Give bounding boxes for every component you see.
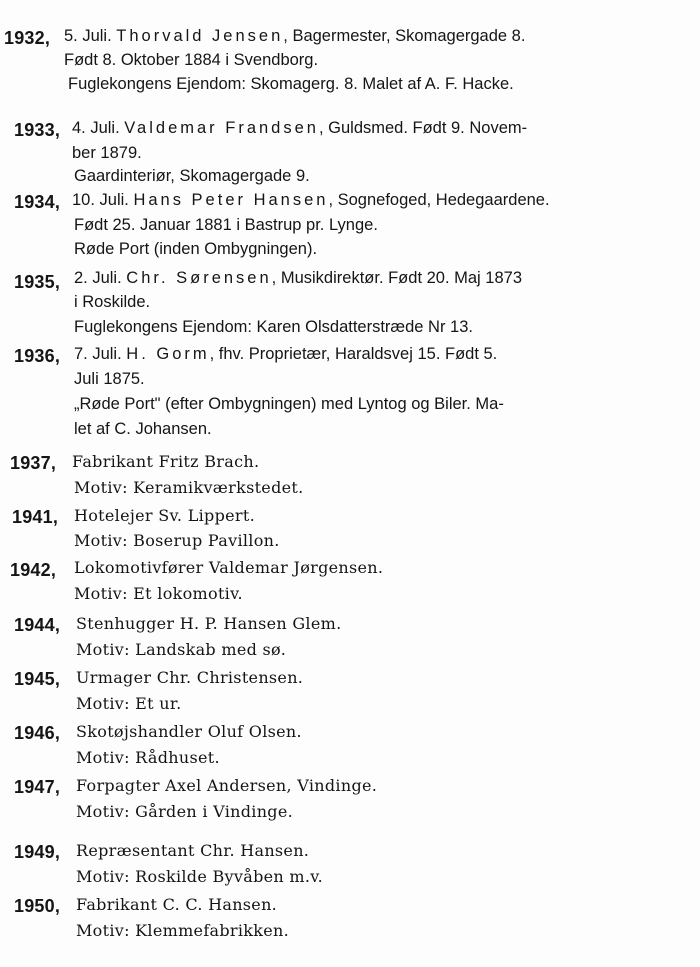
entry-line: Motiv: Roskilde Byvåben m.v. — [76, 867, 324, 886]
entry-year: 1941, — [12, 507, 59, 527]
entry-line: ber 1879. — [72, 144, 142, 162]
entry-line: Repræsentant Chr. Hansen. — [76, 841, 310, 860]
entry-line: Forpagter Axel Andersen, Vindinge. — [76, 776, 378, 795]
entry-line: 4. Juli. Valdemar Frandsen, Guldsmed. Født 9. Novem- — [72, 119, 528, 137]
entry-year: 1933, — [14, 120, 61, 140]
entry-line: Motiv: Keramikværkstedet. — [74, 478, 304, 497]
entry-line: Motiv: Landskab med sø. — [76, 640, 287, 659]
entry-year: 1935, — [14, 272, 61, 292]
entry-line: Lokomotivfører Valdemar Jørgensen. — [74, 558, 384, 577]
entry-line: Motiv: Boserup Pavillon. — [74, 531, 280, 550]
entry-line: Juli 1875. — [74, 370, 145, 388]
entry-line: 10. Juli. Hans Peter Hansen, Sognefoged, Hedegaardene. — [72, 191, 550, 209]
entry-line: Fabrikant C. C. Hansen. — [76, 895, 278, 914]
entry-line: Motiv: Rådhuset. — [76, 748, 220, 767]
entry-line: 5. Juli. Thorvald Jensen, Bagermester, Skomagergade 8. — [64, 27, 526, 45]
entry-line: Fabrikant Fritz Brach. — [72, 452, 260, 471]
entry-line: Motiv: Et ur. — [76, 694, 182, 713]
entry-year: 1937, — [10, 453, 57, 473]
entry-year: 1946, — [14, 723, 61, 743]
entry-line: let af C. Johansen. — [74, 420, 212, 438]
entry-line: Født 8. Oktober 1884 i Svendborg. — [64, 51, 319, 69]
entry-line: i Roskilde. — [74, 293, 151, 311]
entry-line: 2. Juli. Chr. Sørensen, Musikdirektør. Født 20. Maj 1873 — [74, 269, 523, 287]
entry-year: 1945, — [14, 669, 61, 689]
entry-line: Urmager Chr. Christensen. — [76, 668, 304, 687]
entry-line: Stenhugger H. P. Hansen Glem. — [76, 614, 342, 633]
entry-line: Motiv: Gården i Vindinge. — [76, 802, 294, 821]
entry-year: 1947, — [14, 777, 61, 797]
entry-year: 1932, — [4, 28, 51, 48]
entry-line: Motiv: Klemmefabrikken. — [76, 921, 290, 940]
entry-year: 1944, — [14, 615, 61, 635]
entry-year: 1950, — [14, 896, 61, 916]
entry-year: 1934, — [14, 192, 61, 212]
entry-line: Røde Port (inden Ombygningen). — [74, 240, 318, 258]
entry-line: Motiv: Et lokomotiv. — [74, 584, 243, 603]
entry-line: Hotelejer Sv. Lippert. — [74, 506, 255, 525]
entry-line: Født 25. Januar 1881 i Bastrup pr. Lynge. — [74, 216, 378, 234]
entry-line: „Røde Port" (efter Ombygningen) med Lyntog og Biler. Ma- — [74, 395, 504, 413]
entry-line: Skotøjshandler Oluf Olsen. — [76, 722, 302, 741]
entry-year: 1942, — [10, 560, 57, 580]
entry-line: Fuglekongens Ejendom: Skomagerg. 8. Malet af A. F. Hacke. — [68, 75, 514, 93]
entry-year: 1949, — [14, 842, 61, 862]
entry-line: 7. Juli. H. Gorm, fhv. Proprietær, Haraldsvej 15. Født 5. — [74, 345, 498, 363]
entry-year: 1936, — [14, 346, 61, 366]
entry-line: Gaardinteriør, Skomagergade 9. — [74, 167, 310, 185]
entry-line: Fuglekongens Ejendom: Karen Olsdatterstræde Nr 13. — [74, 318, 473, 336]
